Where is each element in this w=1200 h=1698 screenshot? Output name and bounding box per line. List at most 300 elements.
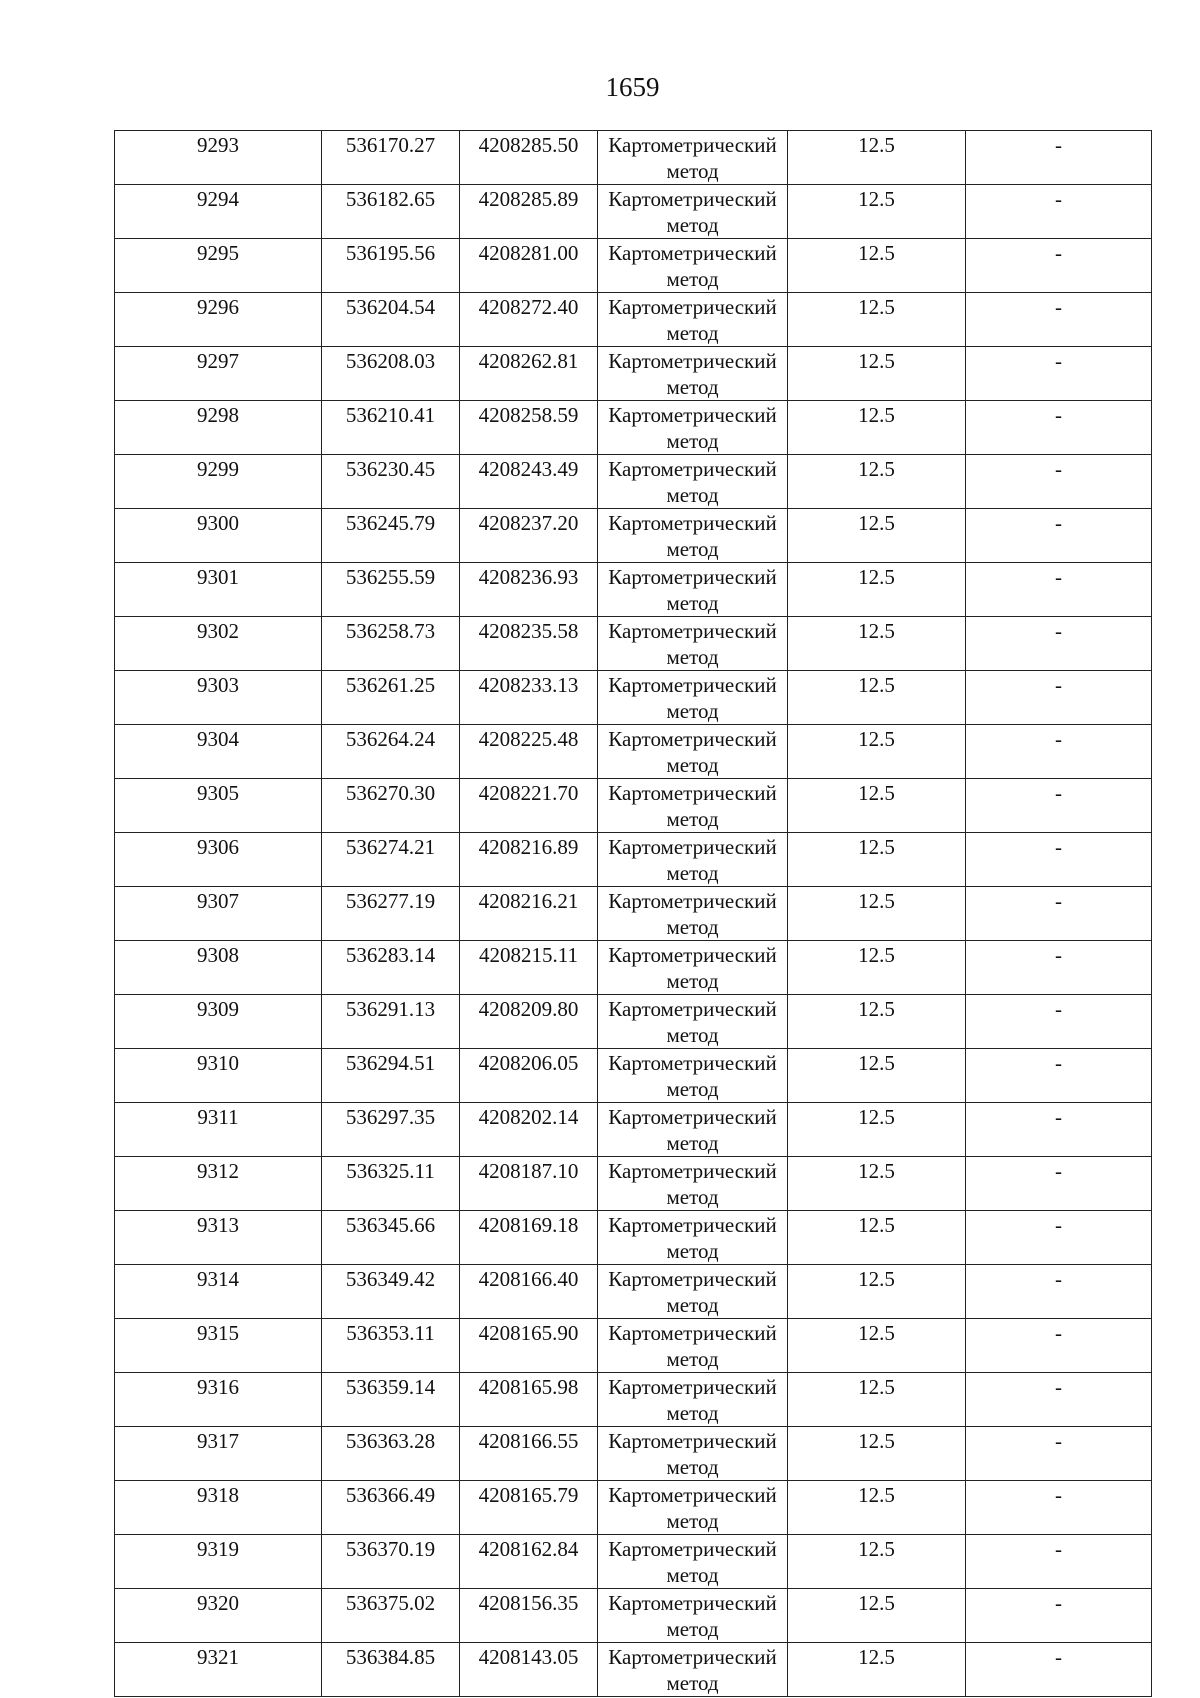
- point-number-cell-text: 9297: [197, 349, 239, 373]
- note-cell: [966, 1049, 1152, 1103]
- point-number-cell: [115, 941, 322, 995]
- point-number-cell-text: 9315: [197, 1321, 239, 1345]
- accuracy-cell: [788, 1049, 966, 1103]
- note-cell-text: -: [1055, 889, 1062, 913]
- accuracy-cell-text: 12.5: [858, 997, 895, 1021]
- method-cell-text: Картометрический метод: [608, 781, 777, 831]
- note-cell: [966, 563, 1152, 617]
- accuracy-cell-text: 12.5: [858, 241, 895, 265]
- note-cell-text: -: [1055, 1375, 1062, 1399]
- y-coordinate-cell-text: 4208262.81: [478, 349, 579, 373]
- table-row: [115, 1481, 1152, 1535]
- point-number-cell: [115, 1211, 322, 1265]
- accuracy-cell: [788, 887, 966, 941]
- table-row: [115, 941, 1152, 995]
- note-cell-text: -: [1055, 187, 1062, 211]
- point-number-cell: [115, 347, 322, 401]
- x-coordinate-cell: [322, 1103, 460, 1157]
- method-cell-text: Картометрический метод: [608, 1105, 777, 1155]
- method-cell-text: Картометрический метод: [608, 727, 777, 777]
- method-cell: [598, 1211, 788, 1265]
- method-cell-text: Картометрический метод: [608, 943, 777, 993]
- y-coordinate-cell: [460, 1211, 598, 1265]
- accuracy-cell-text: 12.5: [858, 619, 895, 643]
- accuracy-cell: [788, 995, 966, 1049]
- y-coordinate-cell: [460, 1157, 598, 1211]
- y-coordinate-cell-text: 4208235.58: [478, 619, 579, 643]
- table-row: [115, 1103, 1152, 1157]
- x-coordinate-cell: [322, 941, 460, 995]
- point-number-cell-text: 9298: [197, 403, 239, 427]
- method-cell: [598, 833, 788, 887]
- accuracy-cell-text: 12.5: [858, 943, 895, 967]
- y-coordinate-cell: [460, 1643, 598, 1697]
- point-number-cell: [115, 401, 322, 455]
- point-number-cell: [115, 1157, 322, 1211]
- method-cell-text: Картометрический метод: [608, 241, 777, 291]
- y-coordinate-cell-text: 4208237.20: [478, 511, 579, 535]
- point-number-cell: [115, 617, 322, 671]
- table-row: [115, 239, 1152, 293]
- note-cell-text: -: [1055, 1537, 1062, 1561]
- method-cell: [598, 563, 788, 617]
- point-number-cell-text: 9295: [197, 241, 239, 265]
- table-row: [115, 725, 1152, 779]
- note-cell: [966, 131, 1152, 185]
- method-cell: [598, 1103, 788, 1157]
- x-coordinate-cell-text: 536245.79: [345, 511, 436, 535]
- note-cell: [966, 1211, 1152, 1265]
- accuracy-cell: [788, 455, 966, 509]
- note-cell-text: -: [1055, 1591, 1062, 1615]
- accuracy-cell-text: 12.5: [858, 1537, 895, 1561]
- accuracy-cell-text: 12.5: [858, 187, 895, 211]
- table-row: [115, 1643, 1152, 1697]
- note-cell-text: -: [1055, 133, 1062, 157]
- point-number-cell: [115, 509, 322, 563]
- table-row: [115, 671, 1152, 725]
- note-cell: [966, 887, 1152, 941]
- method-cell-text: Картометрический метод: [608, 1159, 777, 1209]
- note-cell: [966, 239, 1152, 293]
- y-coordinate-cell-text: 4208143.05: [478, 1645, 579, 1669]
- x-coordinate-cell-text: 536283.14: [345, 943, 436, 967]
- method-cell-text: Картометрический метод: [608, 1591, 777, 1641]
- note-cell: [966, 1319, 1152, 1373]
- table-row: [115, 293, 1152, 347]
- table-row: [115, 509, 1152, 563]
- point-number-cell-text: 9316: [197, 1375, 239, 1399]
- x-coordinate-cell-text: 536264.24: [345, 727, 436, 751]
- method-cell-text: Картометрический метод: [608, 1267, 777, 1317]
- page-number: 1659: [605, 72, 660, 102]
- note-cell: [966, 779, 1152, 833]
- accuracy-cell-text: 12.5: [858, 511, 895, 535]
- y-coordinate-cell-text: 4208216.21: [478, 889, 579, 913]
- table-row: [115, 563, 1152, 617]
- method-cell: [598, 995, 788, 1049]
- accuracy-cell-text: 12.5: [858, 1483, 895, 1507]
- y-coordinate-cell-text: 4208243.49: [478, 457, 579, 481]
- note-cell-text: -: [1055, 1051, 1062, 1075]
- method-cell-text: Картометрический метод: [608, 673, 777, 723]
- method-cell-text: Картометрический метод: [608, 889, 777, 939]
- point-number-cell-text: 9309: [197, 997, 239, 1021]
- note-cell: [966, 941, 1152, 995]
- table-row: [115, 779, 1152, 833]
- accuracy-cell: [788, 725, 966, 779]
- point-number-cell-text: 9317: [197, 1429, 239, 1453]
- y-coordinate-cell-text: 4208281.00: [478, 241, 579, 265]
- y-coordinate-cell: [460, 1265, 598, 1319]
- method-cell: [598, 1589, 788, 1643]
- accuracy-cell-text: 12.5: [858, 1051, 895, 1075]
- x-coordinate-cell: [322, 185, 460, 239]
- accuracy-cell: [788, 617, 966, 671]
- y-coordinate-cell: [460, 1481, 598, 1535]
- note-cell-text: -: [1055, 295, 1062, 319]
- y-coordinate-cell-text: 4208162.84: [478, 1537, 579, 1561]
- note-cell: [966, 1103, 1152, 1157]
- method-cell-text: Картометрический метод: [608, 295, 777, 345]
- y-coordinate-cell: [460, 941, 598, 995]
- x-coordinate-cell: [322, 1265, 460, 1319]
- note-cell-text: -: [1055, 403, 1062, 427]
- method-cell-text: Картометрический метод: [608, 1375, 777, 1425]
- accuracy-cell-text: 12.5: [858, 1267, 895, 1291]
- y-coordinate-cell: [460, 401, 598, 455]
- accuracy-cell-text: 12.5: [858, 727, 895, 751]
- table-row: [115, 1373, 1152, 1427]
- y-coordinate-cell: [460, 455, 598, 509]
- method-cell-text: Картометрический метод: [608, 1537, 777, 1587]
- method-cell-text: Картометрический метод: [608, 187, 777, 237]
- x-coordinate-cell: [322, 671, 460, 725]
- point-number-cell: [115, 1481, 322, 1535]
- accuracy-cell-text: 12.5: [858, 1213, 895, 1237]
- x-coordinate-cell: [322, 239, 460, 293]
- method-cell: [598, 1157, 788, 1211]
- method-cell: [598, 455, 788, 509]
- point-number-cell-text: 9319: [197, 1537, 239, 1561]
- x-coordinate-cell-text: 536195.56: [345, 241, 436, 265]
- note-cell-text: -: [1055, 1267, 1062, 1291]
- y-coordinate-cell-text: 4208166.40: [478, 1267, 579, 1291]
- method-cell-text: Картометрический метод: [608, 1321, 777, 1371]
- y-coordinate-cell-text: 4208169.18: [478, 1213, 579, 1237]
- point-number-cell: [115, 455, 322, 509]
- table-row: [115, 887, 1152, 941]
- x-coordinate-cell: [322, 131, 460, 185]
- note-cell: [966, 347, 1152, 401]
- note-cell: [966, 293, 1152, 347]
- point-number-cell: [115, 563, 322, 617]
- y-coordinate-cell-text: 4208258.59: [478, 403, 579, 427]
- note-cell-text: -: [1055, 619, 1062, 643]
- x-coordinate-cell-text: 536349.42: [345, 1267, 436, 1291]
- note-cell: [966, 1643, 1152, 1697]
- y-coordinate-cell-text: 4208221.70: [478, 781, 579, 805]
- y-coordinate-cell: [460, 563, 598, 617]
- x-coordinate-cell-text: 536230.45: [345, 457, 436, 481]
- method-cell: [598, 887, 788, 941]
- x-coordinate-cell: [322, 1319, 460, 1373]
- point-number-cell-text: 9294: [197, 187, 239, 211]
- accuracy-cell-text: 12.5: [858, 673, 895, 697]
- table-row: [115, 401, 1152, 455]
- method-cell: [598, 1319, 788, 1373]
- point-number-cell-text: 9305: [197, 781, 239, 805]
- accuracy-cell: [788, 1211, 966, 1265]
- accuracy-cell-text: 12.5: [858, 1645, 895, 1669]
- x-coordinate-cell-text: 536345.66: [345, 1213, 436, 1237]
- y-coordinate-cell: [460, 671, 598, 725]
- y-coordinate-cell-text: 4208187.10: [478, 1159, 579, 1183]
- note-cell-text: -: [1055, 1321, 1062, 1345]
- x-coordinate-cell-text: 536270.30: [345, 781, 436, 805]
- x-coordinate-cell: [322, 1589, 460, 1643]
- point-number-cell: [115, 1373, 322, 1427]
- y-coordinate-cell-text: 4208166.55: [478, 1429, 579, 1453]
- method-cell: [598, 1427, 788, 1481]
- method-cell: [598, 1535, 788, 1589]
- point-number-cell-text: 9312: [197, 1159, 239, 1183]
- note-cell-text: -: [1055, 457, 1062, 481]
- point-number-cell: [115, 1265, 322, 1319]
- method-cell: [598, 239, 788, 293]
- accuracy-cell: [788, 1481, 966, 1535]
- point-number-cell-text: 9320: [197, 1591, 239, 1615]
- accuracy-cell: [788, 347, 966, 401]
- note-cell: [966, 617, 1152, 671]
- table-row: [115, 833, 1152, 887]
- accuracy-cell: [788, 833, 966, 887]
- note-cell-text: -: [1055, 1159, 1062, 1183]
- note-cell-text: -: [1055, 1483, 1062, 1507]
- x-coordinate-cell: [322, 1427, 460, 1481]
- point-number-cell: [115, 833, 322, 887]
- point-number-cell: [115, 671, 322, 725]
- method-cell: [598, 185, 788, 239]
- x-coordinate-cell: [322, 1211, 460, 1265]
- table-row: [115, 131, 1152, 185]
- x-coordinate-cell-text: 536353.11: [346, 1321, 435, 1345]
- point-number-cell-text: 9301: [197, 565, 239, 589]
- x-coordinate-cell: [322, 833, 460, 887]
- note-cell-text: -: [1055, 1105, 1062, 1129]
- accuracy-cell-text: 12.5: [858, 403, 895, 427]
- accuracy-cell-text: 12.5: [858, 781, 895, 805]
- table-row: [115, 1535, 1152, 1589]
- y-coordinate-cell: [460, 1319, 598, 1373]
- y-coordinate-cell: [460, 509, 598, 563]
- y-coordinate-cell-text: 4208216.89: [478, 835, 579, 859]
- note-cell: [966, 1589, 1152, 1643]
- accuracy-cell-text: 12.5: [858, 457, 895, 481]
- note-cell-text: -: [1055, 1645, 1062, 1669]
- y-coordinate-cell-text: 4208209.80: [478, 997, 579, 1021]
- note-cell: [966, 455, 1152, 509]
- note-cell-text: -: [1055, 943, 1062, 967]
- x-coordinate-cell-text: 536384.85: [345, 1645, 436, 1669]
- accuracy-cell: [788, 1427, 966, 1481]
- method-cell: [598, 1643, 788, 1697]
- x-coordinate-cell-text: 536297.35: [345, 1105, 436, 1129]
- y-coordinate-cell: [460, 293, 598, 347]
- table-row: [115, 1265, 1152, 1319]
- method-cell-text: Картометрический метод: [608, 1051, 777, 1101]
- accuracy-cell: [788, 1319, 966, 1373]
- table-row: [115, 455, 1152, 509]
- method-cell-text: Картометрический метод: [608, 403, 777, 453]
- accuracy-cell-text: 12.5: [858, 1159, 895, 1183]
- x-coordinate-cell: [322, 887, 460, 941]
- method-cell-text: Картометрический метод: [608, 565, 777, 615]
- table-row: [115, 347, 1152, 401]
- accuracy-cell: [788, 1373, 966, 1427]
- method-cell: [598, 671, 788, 725]
- x-coordinate-cell-text: 536182.65: [345, 187, 436, 211]
- x-coordinate-cell-text: 536255.59: [345, 565, 436, 589]
- x-coordinate-cell-text: 536277.19: [345, 889, 436, 913]
- accuracy-cell-text: 12.5: [858, 889, 895, 913]
- table-row: [115, 1049, 1152, 1103]
- point-number-cell: [115, 131, 322, 185]
- point-number-cell: [115, 887, 322, 941]
- note-cell: [966, 1427, 1152, 1481]
- method-cell-text: Картометрический метод: [608, 457, 777, 507]
- y-coordinate-cell: [460, 1535, 598, 1589]
- y-coordinate-cell: [460, 779, 598, 833]
- accuracy-cell-text: 12.5: [858, 1429, 895, 1453]
- x-coordinate-cell: [322, 779, 460, 833]
- y-coordinate-cell: [460, 1103, 598, 1157]
- point-number-cell: [115, 1643, 322, 1697]
- method-cell: [598, 779, 788, 833]
- accuracy-cell-text: 12.5: [858, 1105, 895, 1129]
- y-coordinate-cell-text: 4208285.50: [478, 133, 579, 157]
- note-cell: [966, 401, 1152, 455]
- x-coordinate-cell-text: 536258.73: [345, 619, 436, 643]
- x-coordinate-cell: [322, 1481, 460, 1535]
- accuracy-cell: [788, 671, 966, 725]
- x-coordinate-cell-text: 536208.03: [345, 349, 436, 373]
- accuracy-cell: [788, 1589, 966, 1643]
- x-coordinate-cell-text: 536204.54: [345, 295, 436, 319]
- x-coordinate-cell: [322, 455, 460, 509]
- note-cell: [966, 725, 1152, 779]
- method-cell-text: Картометрический метод: [608, 1645, 777, 1695]
- x-coordinate-cell: [322, 401, 460, 455]
- note-cell-text: -: [1055, 511, 1062, 535]
- x-coordinate-cell-text: 536366.49: [345, 1483, 436, 1507]
- accuracy-cell: [788, 131, 966, 185]
- method-cell: [598, 509, 788, 563]
- note-cell: [966, 1157, 1152, 1211]
- point-number-cell-text: 9304: [197, 727, 239, 751]
- x-coordinate-cell-text: 536210.41: [345, 403, 436, 427]
- y-coordinate-cell: [460, 833, 598, 887]
- accuracy-cell-text: 12.5: [858, 1375, 895, 1399]
- method-cell: [598, 1373, 788, 1427]
- accuracy-cell: [788, 185, 966, 239]
- y-coordinate-cell: [460, 239, 598, 293]
- point-number-cell: [115, 1427, 322, 1481]
- x-coordinate-cell-text: 536375.02: [345, 1591, 436, 1615]
- method-cell: [598, 347, 788, 401]
- accuracy-cell: [788, 293, 966, 347]
- x-coordinate-cell: [322, 995, 460, 1049]
- accuracy-cell-text: 12.5: [858, 1591, 895, 1615]
- x-coordinate-cell-text: 536363.28: [345, 1429, 436, 1453]
- table-row: [115, 1427, 1152, 1481]
- y-coordinate-cell-text: 4208206.05: [478, 1051, 579, 1075]
- point-number-cell: [115, 1319, 322, 1373]
- note-cell-text: -: [1055, 835, 1062, 859]
- x-coordinate-cell-text: 536325.11: [346, 1159, 435, 1183]
- accuracy-cell: [788, 1535, 966, 1589]
- note-cell: [966, 671, 1152, 725]
- method-cell-text: Картометрический метод: [608, 1213, 777, 1263]
- x-coordinate-cell-text: 536291.13: [345, 997, 436, 1021]
- note-cell: [966, 833, 1152, 887]
- y-coordinate-cell: [460, 887, 598, 941]
- note-cell: [966, 1535, 1152, 1589]
- table-row: [115, 1157, 1152, 1211]
- point-number-cell-text: 9306: [197, 835, 239, 859]
- method-cell-text: Картометрический метод: [608, 835, 777, 885]
- point-number-cell: [115, 1589, 322, 1643]
- note-cell-text: -: [1055, 997, 1062, 1021]
- point-number-cell-text: 9302: [197, 619, 239, 643]
- method-cell-text: Картометрический метод: [608, 1483, 777, 1533]
- x-coordinate-cell-text: 536261.25: [345, 673, 436, 697]
- x-coordinate-cell: [322, 1373, 460, 1427]
- method-cell-text: Картометрический метод: [608, 349, 777, 399]
- x-coordinate-cell-text: 536294.51: [345, 1051, 436, 1075]
- method-cell: [598, 293, 788, 347]
- coordinates-table: [114, 130, 1152, 1697]
- table-row: [115, 617, 1152, 671]
- accuracy-cell-text: 12.5: [858, 565, 895, 589]
- note-cell-text: -: [1055, 727, 1062, 751]
- note-cell: [966, 995, 1152, 1049]
- x-coordinate-cell: [322, 1643, 460, 1697]
- note-cell: [966, 185, 1152, 239]
- accuracy-cell: [788, 1157, 966, 1211]
- y-coordinate-cell-text: 4208165.79: [478, 1483, 579, 1507]
- point-number-cell-text: 9299: [197, 457, 239, 481]
- point-number-cell-text: 9307: [197, 889, 239, 913]
- point-number-cell: [115, 995, 322, 1049]
- y-coordinate-cell: [460, 725, 598, 779]
- point-number-cell: [115, 185, 322, 239]
- accuracy-cell: [788, 779, 966, 833]
- y-coordinate-cell: [460, 131, 598, 185]
- y-coordinate-cell-text: 4208272.40: [478, 295, 579, 319]
- point-number-cell: [115, 293, 322, 347]
- note-cell-text: -: [1055, 781, 1062, 805]
- method-cell-text: Картометрический метод: [608, 133, 777, 183]
- x-coordinate-cell-text: 536370.19: [345, 1537, 436, 1561]
- accuracy-cell: [788, 941, 966, 995]
- y-coordinate-cell: [460, 347, 598, 401]
- y-coordinate-cell: [460, 617, 598, 671]
- point-number-cell: [115, 725, 322, 779]
- y-coordinate-cell: [460, 1373, 598, 1427]
- note-cell-text: -: [1055, 349, 1062, 373]
- y-coordinate-cell: [460, 1427, 598, 1481]
